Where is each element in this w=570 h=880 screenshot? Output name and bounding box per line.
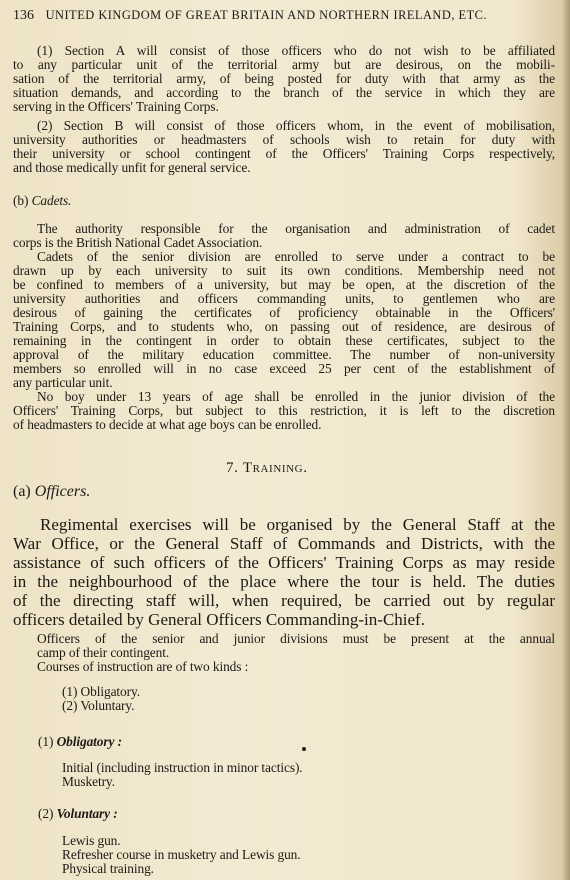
list-item: Initial (including instruction in minor tactics). (62, 760, 303, 775)
text-line: camp of their contingent. (37, 645, 170, 660)
text-line: No boy under 13 years of age shall be enrolled in the junior division of the (37, 389, 555, 404)
subsection-heading-officers: (a) Officers. (13, 483, 91, 500)
text-line: corps is the British National Cadet Association. (13, 235, 263, 250)
list-item: Lewis gun. (62, 833, 121, 848)
text-line: Regimental exercises will be organised by the General Staff at the (40, 515, 555, 534)
subsection-heading-voluntary: (2) Voluntary : (38, 806, 118, 821)
text-line: of headmasters to decide at what age boys can be enrolled. (13, 417, 322, 432)
text-line: Cadets of the senior division are enrolled to serve under a contract to be (37, 249, 555, 264)
list-item: Refresher course in musketry and Lewis gun. (62, 847, 301, 862)
subsection-heading-cadets: (b) Cadets. (13, 193, 72, 208)
page-edge-shadow (562, 0, 570, 880)
text-line: approval of the military education committee. The number of non-university (13, 347, 555, 362)
running-title: UNITED KINGDOM OF GREAT BRITAIN AND NORTHERN IRELAND, ETC. (45, 8, 488, 22)
text-line: remaining in the contingent in order to obtain these certificates, subject to the (13, 333, 555, 348)
text-line: university authorities or headmasters of schools wish to retain for duty with (13, 132, 555, 147)
text-line: be confined to members of a university, but may be open, at the discretion of the (13, 277, 555, 292)
subsection-heading-obligatory: (1) Obligatory : (38, 734, 122, 749)
running-header (13, 8, 487, 24)
text-line: and those medically unfit for general service. (13, 160, 251, 175)
text-line: assistance of such officers of the Officers' Training Corps as may reside (13, 553, 555, 572)
text-line: to any particular unit of the territorial army but are desirous, on the mobili- (13, 57, 555, 72)
text-line: any particular unit. (13, 375, 113, 390)
text-line: members so enrolled will in no case exceed 25 per cent of the establishment of (13, 361, 555, 376)
text-line: (2) Section B will consist of those officers whom, in the event of mobilisation, (37, 118, 555, 133)
text-line: officers detailed by General Officers Commanding-in-Chief. (13, 610, 425, 629)
text-line: (1) Section A will consist of those officers who do not wish to be affiliated (37, 43, 555, 58)
text-line: of the directing staff will, when required, be carried out by regular (13, 591, 555, 610)
text-line: desirous of gaining the certificates of proficiency obtainable in the Officers' (13, 305, 555, 320)
list-item: (1) Obligatory. (62, 684, 140, 699)
page-number: 136 (13, 8, 34, 23)
text-line: Courses of instruction are of two kinds : (37, 659, 249, 674)
section-heading-training: 7. Training. (226, 460, 308, 476)
list-item: (2) Voluntary. (62, 698, 135, 713)
text-line: Officers of the senior and junior divisions must be present at the annual (37, 631, 555, 646)
list-item: Musketry. (62, 774, 115, 789)
text-line: their university or school contingent of the Officers' Training Corps respectively, (13, 146, 555, 161)
text-line: in the neighbourhood of the place where the tour is held. The duties (13, 572, 555, 591)
text-line: Officers' Training Corps, but subject to this restriction, it is left to the discretion (13, 403, 555, 418)
text-line: situation demands, and according to the branch of the service in which they are (13, 85, 555, 100)
text-line: serving in the Officers' Training Corps. (13, 99, 219, 114)
print-speck (302, 747, 306, 751)
list-item: Physical training. (62, 861, 154, 876)
text-line: The authority responsible for the organisation and administration of cadet (37, 221, 555, 236)
text-line: sation of the territorial army, of being posted for duty with that army as the (13, 71, 555, 86)
text-line: War Office, or the General Staff of Commands and Districts, with the (13, 534, 555, 553)
text-line: drawn up by each university to suit its own conditions. Membership need not (13, 263, 555, 278)
text-line: university authorities and officers commanding units, to gentlemen who are (13, 291, 555, 306)
text-line: Training Corps, and to students who, on passing out of residence, are desirous of (13, 319, 555, 334)
